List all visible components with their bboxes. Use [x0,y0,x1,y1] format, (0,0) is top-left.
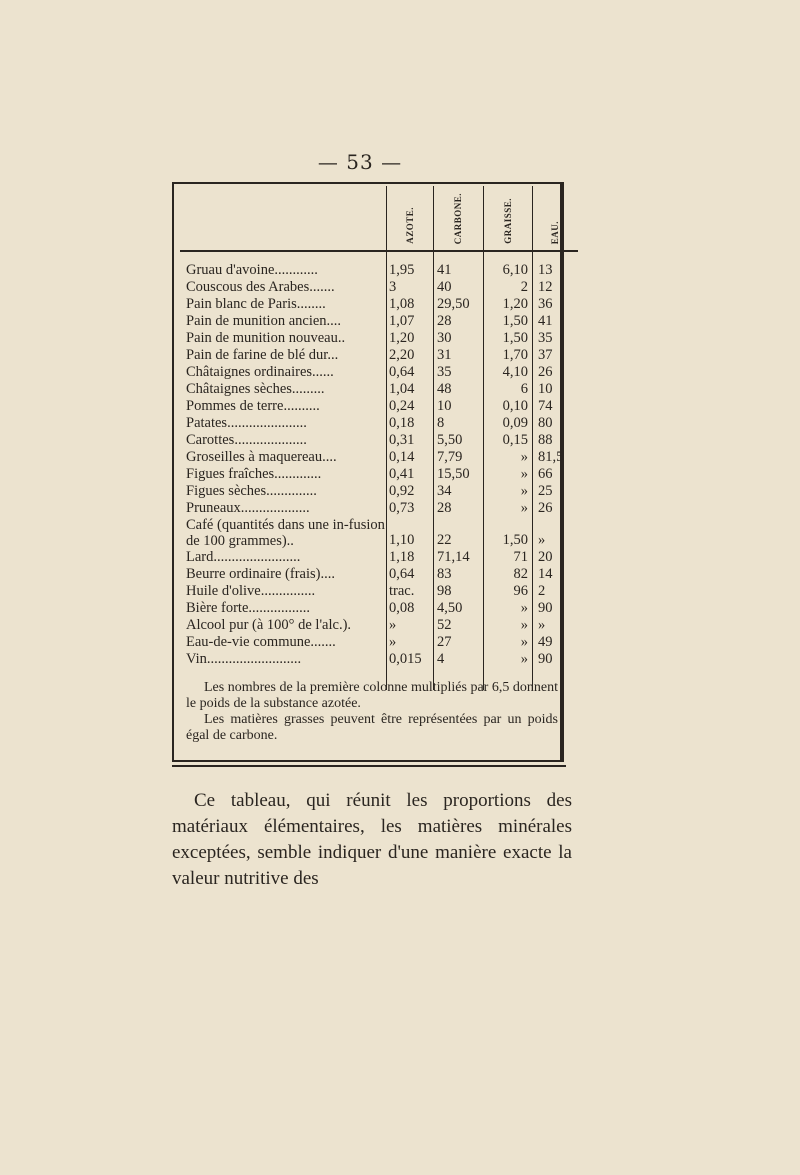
eau-value: 81,5 [533,449,579,466]
eau-value: 37 [533,347,579,364]
food-name: Pruneaux................... [186,500,310,516]
eau-value: 25 [533,483,579,500]
eau-value: 90 [533,600,579,617]
carbone-value: 52 [434,617,484,634]
eau-value: 20 [533,549,579,566]
carbone-value: 27 [434,634,484,651]
table-row [180,549,578,566]
table-row [180,415,578,432]
eau-value: 35 [533,330,579,347]
graisse-value: » [484,500,533,517]
azote-value: 0,92 [387,483,434,500]
eau-value: 10 [533,381,579,398]
food-name: Figues sèches.............. [186,483,317,499]
table-row [180,262,578,279]
azote-value: 1,07 [387,313,434,330]
table-notes [186,680,558,744]
nutrition-table [180,186,578,690]
food-name: Café (quantités dans une in-fusion de 100 grammes).. [186,517,385,549]
azote-value: 0,64 [387,566,434,583]
eau-value: 12 [533,279,579,296]
carbone-value: 98 [434,583,484,600]
graisse-value: » [484,634,533,651]
table-row [180,583,578,600]
azote-value: » [387,617,434,634]
eau-value: 41 [533,313,579,330]
graisse-value: 96 [484,583,533,600]
eau-value: 36 [533,296,579,313]
graisse-value: 1,20 [484,296,533,313]
carbone-value: 5,50 [434,432,484,449]
food-name: Bière forte................. [186,600,311,616]
graisse-value: » [484,449,533,466]
table-bottom-rule [172,765,566,767]
note-paragraph: Les matières grasses peuvent être représentées par un poids égal de carbone. [186,712,558,743]
eau-value: » [533,517,579,549]
eau-value: 26 [533,500,579,517]
food-name: Pain de munition ancien.... [186,313,342,329]
table-row [180,432,578,449]
azote-value: 2,20 [387,347,434,364]
table-spacer [180,251,578,262]
carbone-value: 22 [434,517,484,549]
graisse-value: 0,15 [484,432,533,449]
table-row [180,364,578,381]
azote-value: 0,24 [387,398,434,415]
body-paragraph: Ce tableau, qui réunit les proportions des matériaux élémentaires, les matières minérales exceptées, semble indiquer d'une manière exacte la valeur nutritive des [172,790,572,889]
carbone-value: 34 [434,483,484,500]
food-name: Vin.......................... [186,651,302,667]
carbone-value: 28 [434,500,484,517]
azote-value: trac. [387,583,434,600]
food-name: Carottes.................... [186,432,307,448]
eau-value: 26 [533,364,579,381]
header-blank [180,186,387,251]
table-row [180,483,578,500]
table-row [180,398,578,415]
food-name: Patates...................... [186,415,307,431]
eau-value: 2 [533,583,579,600]
carbone-value: 4 [434,651,484,668]
header-carbone: CARBONE. [434,186,484,251]
graisse-value: 1,70 [484,347,533,364]
carbone-value: 30 [434,330,484,347]
food-name: Couscous des Arabes....... [186,279,335,295]
table-row [180,634,578,651]
azote-value: 0,73 [387,500,434,517]
graisse-value: 4,10 [484,364,533,381]
table-row [180,466,578,483]
azote-value: 1,04 [387,381,434,398]
azote-value: 0,41 [387,466,434,483]
eau-value: 49 [533,634,579,651]
eau-value: 90 [533,651,579,668]
header-azote: AZOTE. [387,186,434,251]
food-name: Beurre ordinaire (frais).... [186,566,335,582]
food-name: Lard........................ [186,549,301,565]
carbone-value: 40 [434,279,484,296]
eau-value: 66 [533,466,579,483]
azote-value: 1,20 [387,330,434,347]
food-name: Pain de munition nouveau.. [186,330,346,346]
graisse-value: 1,50 [484,313,533,330]
graisse-value: » [484,617,533,634]
azote-value: 3 [387,279,434,296]
table-row [180,566,578,583]
graisse-value: 6 [484,381,533,398]
carbone-value: 7,79 [434,449,484,466]
eau-value: 80 [533,415,579,432]
graisse-value: 6,10 [484,262,533,279]
food-name: Figues fraîches............. [186,466,322,482]
header-eau: EAU. [533,186,579,251]
azote-value: 1,95 [387,262,434,279]
table-row [180,500,578,517]
food-name: Gruau d'avoine............ [186,262,318,278]
carbone-value: 29,50 [434,296,484,313]
carbone-value: 28 [434,313,484,330]
table-row [180,651,578,668]
graisse-value: » [484,600,533,617]
graisse-value: 0,09 [484,415,533,432]
food-name: Pommes de terre.......... [186,398,320,414]
eau-value: 74 [533,398,579,415]
graisse-value: 1,50 [484,330,533,347]
table-row [180,449,578,466]
page-number: — 53 — [317,150,403,174]
graisse-value: 0,10 [484,398,533,415]
food-name: Alcool pur (à 100° de l'alc.). [186,617,352,633]
azote-value: 0,08 [387,600,434,617]
table-row [180,296,578,313]
graisse-value: 1,50 [484,517,533,549]
azote-value: 0,64 [387,364,434,381]
azote-value: 1,08 [387,296,434,313]
eau-value: 88 [533,432,579,449]
graisse-value: 71 [484,549,533,566]
table-row [180,617,578,634]
carbone-value: 71,14 [434,549,484,566]
eau-value: 14 [533,566,579,583]
azote-value: 1,10 [387,517,434,549]
azote-value: 0,18 [387,415,434,432]
azote-value: 0,14 [387,449,434,466]
azote-value: 1,18 [387,549,434,566]
table-row [180,279,578,296]
carbone-value: 10 [434,398,484,415]
carbone-value: 31 [434,347,484,364]
azote-value: 0,015 [387,651,434,668]
table-row [180,600,578,617]
eau-value: 13 [533,262,579,279]
table-row [180,330,578,347]
azote-value: » [387,634,434,651]
graisse-value: 82 [484,566,533,583]
carbone-value: 41 [434,262,484,279]
eau-value: » [533,617,579,634]
table-row [180,347,578,364]
table-header-row [180,186,578,251]
food-name: Groseilles à maquereau.... [186,449,337,465]
food-name: Pain de farine de blé dur... [186,347,339,363]
food-name: Châtaignes sèches......... [186,381,325,397]
carbone-value: 35 [434,364,484,381]
carbone-value: 83 [434,566,484,583]
table-row [180,313,578,330]
carbone-value: 15,50 [434,466,484,483]
food-name: Pain blanc de Paris........ [186,296,326,312]
graisse-value: » [484,651,533,668]
carbone-value: 4,50 [434,600,484,617]
graisse-value: » [484,483,533,500]
food-name: Eau-de-vie commune....... [186,634,336,650]
food-name: Huile d'olive............... [186,583,316,599]
graisse-value: » [484,466,533,483]
header-graisse: GRAISSE. [484,186,533,251]
note-paragraph: Les nombres de la première colonne multipliés par 6,5 donnent le poids de la substance azotée. [186,680,558,711]
carbone-value: 8 [434,415,484,432]
carbone-value: 48 [434,381,484,398]
table-row [180,381,578,398]
food-name: Châtaignes ordinaires...... [186,364,334,380]
graisse-value: 2 [484,279,533,296]
table-row [180,517,578,549]
azote-value: 0,31 [387,432,434,449]
